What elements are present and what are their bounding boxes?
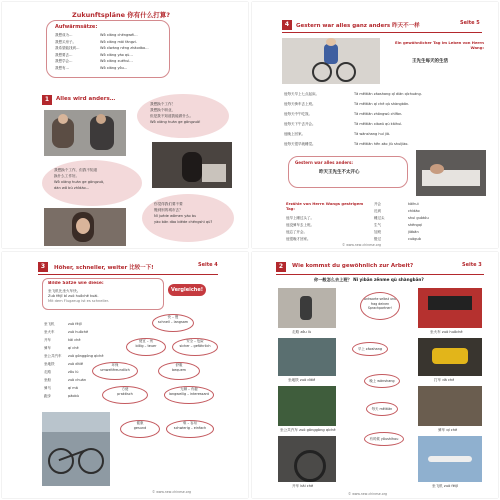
yesterday-box: [288, 156, 408, 188]
question: 你一般怎么去上班？ Nǐ yìbān zěnme qù shàngbān?: [314, 277, 424, 282]
box-line: 坐飞机比坐火车快。: [48, 289, 81, 293]
section-title: Gestern war alles ganz anders 昨天不一样: [296, 23, 420, 29]
adjective-oval: 难 – 容易 schwierig – einfach: [166, 420, 214, 438]
box-heading: Bilde Sätze wie diese:: [48, 281, 104, 286]
caption-heading: Ein gewöhnlicher Tag im Leben von Herrn Wang:: [395, 40, 484, 50]
vehicle-item: 跑步 pǎobù: [44, 394, 79, 398]
photo-caption: 坐火车 zuò huǒchē: [430, 330, 463, 334]
photo-bicycles: [42, 412, 110, 486]
photo-caption: 坐公共汽车 zuò gōnggòng qìchē: [280, 428, 336, 432]
section-title: Höher, schneller, weiter 比较一下!: [54, 265, 154, 271]
bubble-line: dàn wǒ bù zhīdào…: [54, 186, 90, 190]
photo-man-bicycle: [282, 38, 380, 84]
daily-row: 他每天骑车去上班。 Tā měitiān qí chē qù shàngbān.: [284, 102, 410, 106]
adjective-oval: 舒服 bequem: [158, 362, 200, 380]
bubble-line: 换什么工作好。: [54, 174, 80, 178]
warmup-row: 我想买房子。 Wǒ xiǎng mǎi fángzi.: [55, 39, 137, 44]
bubble-line: Wǒ xiǎng huàn ge gōngzuò,: [54, 180, 105, 184]
page-zukunftsplaene: [2, 2, 248, 248]
photo-subway: [278, 338, 336, 376]
vehicle-item: 坐地铁 zuò dìtiě: [44, 362, 84, 366]
vocab-item: 生气 shēngqì: [374, 223, 422, 227]
bubble-line: 但是我不知道我能做什么。: [150, 114, 194, 118]
vehicle-item: 坐火车 zuò huǒchē: [44, 330, 89, 334]
page-number: Seite 4: [198, 262, 218, 268]
photo-plane: [418, 436, 482, 482]
time-oval: 每天 měitiān: [366, 402, 398, 416]
section-number: 2: [276, 262, 286, 272]
section-number: 1: [42, 95, 52, 105]
photo-bicycle: [418, 386, 482, 426]
daily-row: 他每天中午吃饭。 Tā měitiān zhōngwǔ chīfàn.: [284, 112, 403, 116]
story-line: 他忘了开会。: [286, 230, 307, 234]
adjective-oval: 安全 – 危险 sicher – gefährlich: [172, 338, 218, 356]
page-number: Seite 3: [462, 262, 482, 268]
time-oval: 有时候 yǒushíhou: [364, 432, 404, 446]
bubble-line: 你觉得我们要不要: [154, 202, 183, 206]
story-line: 他早上睡过头了。: [286, 216, 314, 220]
yesterday-zh: 昨天王先生不太开心: [319, 170, 360, 175]
warmup-row: 我想有… Wǒ xiǎng yǒu…: [55, 65, 128, 70]
bubble-line: Nǐ juéde wǒmen yào bu: [154, 214, 197, 218]
answer-hint: Antworte selbst und frag deinen Sprachpartner!: [360, 292, 400, 320]
vehicle-item: 骑车 qí chē: [44, 346, 79, 350]
photo-caption: 开车 kāi chē: [292, 484, 314, 488]
page-vergleiche: [2, 252, 248, 498]
photo-couple-arguing: [44, 110, 126, 156]
photo-walking: [278, 288, 336, 328]
time-oval: 早上 zǎoshang: [352, 342, 388, 356]
adjective-oval: 无聊 – 有趣 langweilig – interessant: [164, 386, 214, 404]
warmup-row: 我希望能找到… Wǒ xīwàng néng zhǎodào…: [55, 46, 149, 50]
divider: [38, 274, 218, 275]
adjective-oval: 快 – 慢 schnell – langsam: [152, 314, 194, 332]
photo-caption: 坐地铁 zuò dìtiě: [288, 378, 316, 382]
daily-row: 他每天下午去开会。 Tā měitiān xiàwǔ qù kāihuì.: [284, 122, 403, 126]
vocab-item: 睡过头 shuì guòtóu: [374, 216, 429, 220]
story-line: 他很晚才回家。: [286, 237, 311, 241]
divider: [282, 32, 482, 33]
page-arbeitsweg: [252, 252, 498, 498]
vehicle-item: 骑马 qí mǎ: [44, 386, 78, 390]
caption-zh: 王先生每天的生活: [412, 59, 448, 64]
compare-badge: Vergleiche!: [168, 284, 206, 296]
vehicle-item: 坐公共汽车 zuò gōnggòng qìchē: [44, 354, 104, 358]
adjective-oval: 健康 gesund: [120, 420, 160, 438]
photo-car: [278, 436, 336, 482]
story-line: 他没骑车去上班。: [286, 223, 314, 227]
warmup-box: [46, 20, 170, 78]
page-number: Seite 5: [460, 20, 480, 26]
vocab-item: 开会 kāihuì: [374, 202, 419, 206]
vocab-item: 加班 jiābān: [374, 230, 419, 234]
photo-bus: [278, 386, 336, 426]
photo-caption: 骑车 qí chē: [438, 428, 458, 432]
vocab-item: 迟到 chídào: [374, 209, 420, 213]
vehicle-item: 开车 kāi chē: [44, 338, 81, 342]
footer: © www.new-chinese.org: [152, 490, 191, 494]
bubble-line: 我想换个工作，但我不知道: [54, 168, 98, 172]
yesterday-heading: Gestern war alles anders:: [295, 160, 353, 165]
photo-caption: 走路 zǒu lù: [292, 330, 312, 334]
warmup-row: 我想成为… Wǒ xiǎng chéngwéi…: [55, 33, 138, 37]
warmup-row: 我想要去… Wǒ xiǎng yào qù…: [55, 52, 133, 57]
page-title: Zukunftspläne 你有什么打算?: [72, 11, 171, 19]
daily-row: 他晚上回家。 Tā wǎnshang huí jiā.: [284, 132, 391, 136]
section-number: 3: [38, 262, 48, 272]
box-line: Zuò fēijī bǐ zuò huǒchē kuài.: [48, 294, 99, 298]
section-title: Alles wird anders…: [56, 96, 116, 102]
photo-woman-laptop: [152, 142, 232, 188]
divider: [276, 274, 484, 275]
footer: © www.new-chinese.org: [348, 492, 387, 496]
vocab-item: 错过 cuòguò: [374, 237, 421, 241]
photo-train: [418, 288, 482, 328]
time-oval: 晚上 wǎnshang: [364, 374, 400, 388]
photo-caption: 打车 dǎ chē: [434, 378, 455, 382]
adjective-oval: 环保 umweltfreundlich: [92, 362, 138, 380]
footer: © www.new-chinese.org: [342, 243, 381, 247]
bubble-line: 我想换个职业，: [150, 108, 176, 112]
page-gestern: [252, 2, 498, 248]
adjective-oval: 便宜 – 贵 billig – teuer: [126, 338, 166, 356]
story-heading: Erzähle von Herrn Wangs gestrigem Tag:: [286, 202, 364, 211]
daily-row: 他每天早上七点起床。 Tā měitiān zǎoshang qī diǎn qǐchuáng.: [284, 92, 422, 96]
sentence-box: [42, 278, 164, 310]
bubble-line: Wǒ xiǎng huàn ge gōngzuò!: [150, 120, 201, 124]
photo-woman-thinking: [44, 208, 126, 246]
warmup-heading: Aufwärmsätze:: [55, 24, 98, 30]
vehicle-item: 走路 zǒu lù: [44, 370, 79, 374]
bubble-line: 我想换个工作！: [150, 102, 176, 106]
photo-taxi: [418, 338, 482, 376]
vehicle-item: 坐飞机 zuò fēijī: [44, 322, 82, 326]
box-line: Mit dem Flugzeug ist es schneller.: [48, 299, 109, 303]
bubble-line: yào bān dào biéde chéngshì qù?: [154, 220, 213, 224]
warmup-row: 我想学会… Wǒ xiǎng xuéhuì…: [55, 59, 133, 63]
adjective-oval: 方便 praktisch: [102, 386, 148, 404]
section-number: 4: [282, 20, 292, 30]
vehicle-item: 坐船 zuò chuán: [44, 378, 87, 382]
photo-caption: 坐飞机 zuò fēijī: [432, 484, 458, 488]
section-title: Wie kommst du gewöhnlich zur Arbeit?: [292, 263, 414, 269]
bubble-line: 搬到别的城市去？: [154, 208, 183, 212]
photo-man-sleeping: [416, 150, 486, 196]
daily-row: 他每天很早就睡觉。 Tā měitiān hěn zǎo jiù shuìjiào.: [284, 142, 409, 146]
